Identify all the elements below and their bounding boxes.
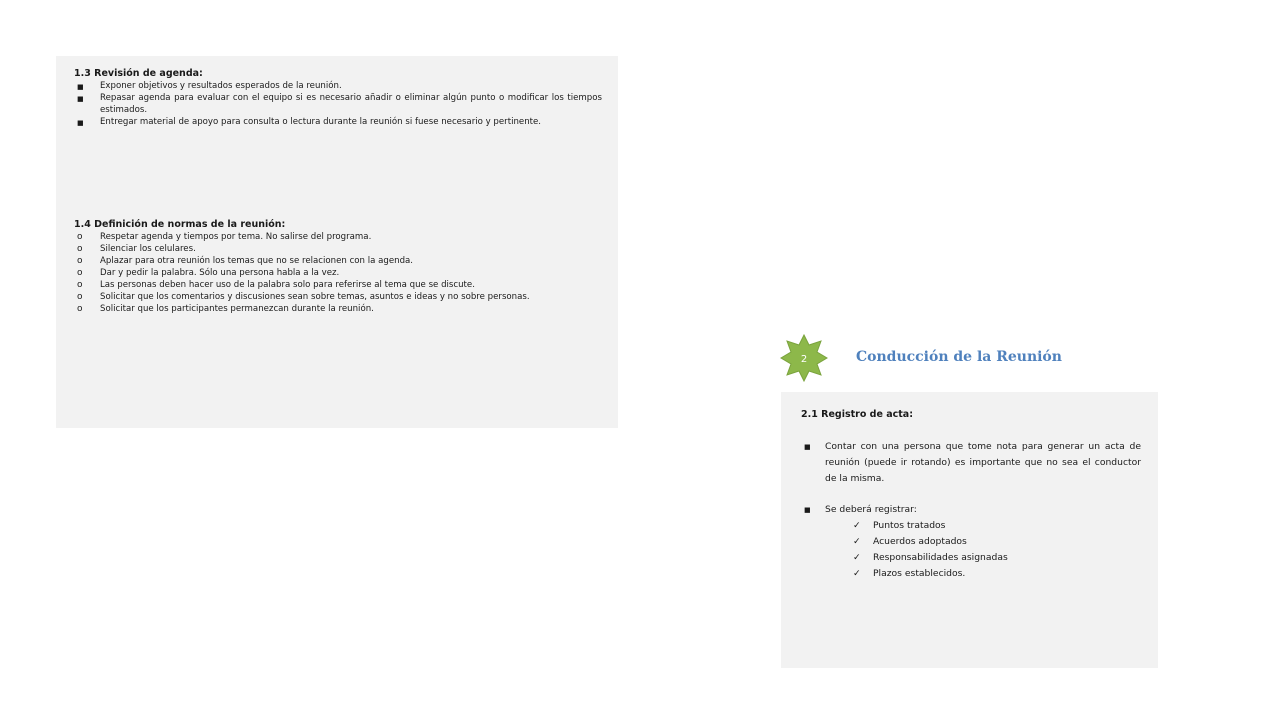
left-content-panel <box>56 56 618 428</box>
circle-bullet-icon: o <box>77 268 83 278</box>
list-item: o Dar y pedir la palabra. Sólo una persona habla a la vez. <box>77 268 340 278</box>
checklist-item: ✓ Acuerdos adoptados <box>853 534 1141 550</box>
circle-bullet-icon: o <box>77 232 83 242</box>
section-2-1-title: 2.1 Registro de acta: <box>801 409 914 420</box>
list-item: ■ Contar con una persona que tome nota para generar un acta de reunión (puede ir rotando) es importante que no sea el conductor de la misma. <box>804 441 1141 484</box>
starburst-badge-icon <box>779 333 829 383</box>
section-1-4-list <box>74 231 602 315</box>
list-item: ■ Entregar material de apoyo para consulta o lectura durante la reunión si fuese necesario y pertinente. <box>77 117 542 127</box>
checkmark-icon: ✓ <box>853 551 861 563</box>
right-content-panel <box>781 392 1158 668</box>
section-1-4 <box>74 218 602 315</box>
section-2-1-list <box>801 439 1141 518</box>
list-item: ■ Exponer objetivos y resultados esperados de la reunión. <box>77 81 342 91</box>
section-1-3 <box>74 67 602 128</box>
square-bullet-icon: ■ <box>77 95 84 103</box>
badge-number: 2 <box>800 354 808 365</box>
checklist-item: ✓ Responsabilidades asignadas <box>853 550 1141 566</box>
circle-bullet-icon: o <box>77 280 83 290</box>
square-bullet-icon: ■ <box>804 506 811 515</box>
checkmark-icon: ✓ <box>853 535 861 547</box>
list-item: ■ Repasar agenda para evaluar con el equipo si es necesario añadir o eliminar algún punto o modificar los tiempos estimados. <box>77 93 602 115</box>
square-bullet-icon: ■ <box>77 119 84 127</box>
square-bullet-icon: ■ <box>804 443 811 451</box>
section-1-3-title: 1.3 Revisión de agenda: <box>74 68 203 79</box>
section-1-4-title: 1.4 Definición de normas de la reunión: <box>74 219 286 230</box>
square-bullet-icon: ■ <box>77 83 84 91</box>
section-2-heading: Conducción de la Reunión <box>856 349 1062 365</box>
list-item: o Respetar agenda y tiempos por tema. No salirse del programa. <box>77 232 372 242</box>
checkmark-icon: ✓ <box>853 520 861 532</box>
circle-bullet-icon: o <box>77 256 83 266</box>
circle-bullet-icon: o <box>77 304 83 314</box>
checklist-item: ✓ Puntos tratados <box>853 518 1141 534</box>
checkmark-icon: ✓ <box>853 567 861 579</box>
circle-bullet-icon: o <box>77 292 83 302</box>
list-item: ■ Se deberá registrar: <box>801 502 1141 518</box>
list-item: o Solicitar que los comentarios y discusiones sean sobre temas, asuntos e ideas y no sobre personas. <box>77 292 530 302</box>
section-2-1 <box>801 408 1141 581</box>
list-item: o Silenciar los celulares. <box>77 244 196 254</box>
registro-checklist <box>801 518 1141 581</box>
list-item: o Aplazar para otra reunión los temas que no se relacionen con la agenda. <box>77 256 414 266</box>
section-1-3-list <box>74 80 602 128</box>
list-item: o Las personas deben hacer uso de la palabra solo para referirse al tema que se discute. <box>77 280 475 290</box>
checklist-item: ✓ Plazos establecidos. <box>853 566 1141 582</box>
list-item: o Solicitar que los participantes permanezcan durante la reunión. <box>77 304 374 314</box>
circle-bullet-icon: o <box>77 244 83 254</box>
